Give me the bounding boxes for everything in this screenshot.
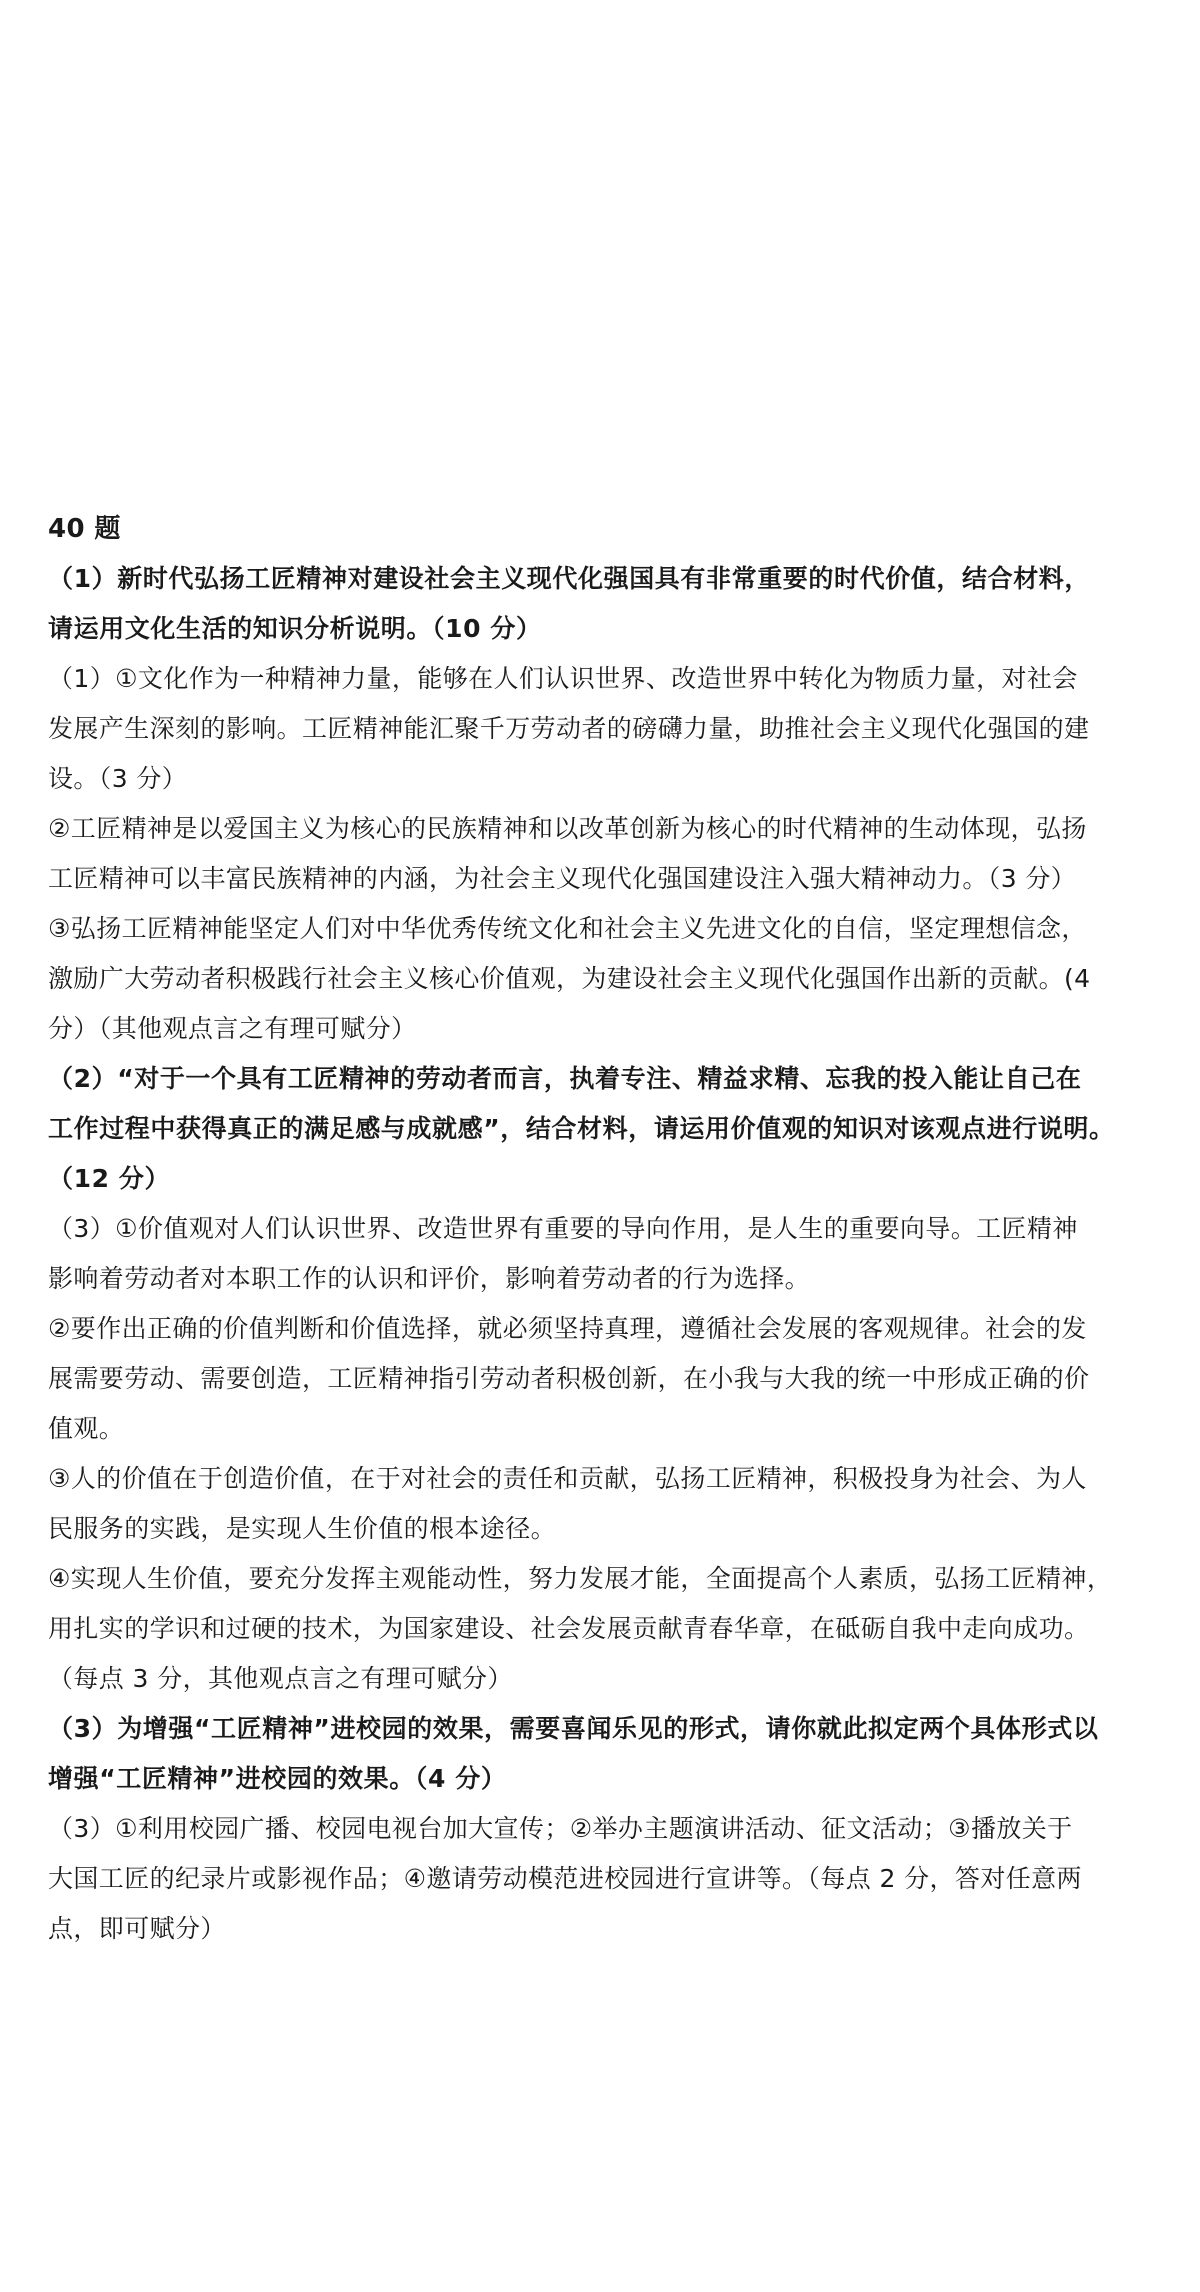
answer-1-line: ③弘扬工匠精神能坚定人们对中华优秀传统文化和社会主义先进文化的自信，坚定理想信念， <box>48 914 1087 943</box>
question-2 <box>48 1054 1170 1204</box>
answer-3-line: 点，即可赋分） <box>48 1914 226 1943</box>
answer-2-line: 值观。 <box>48 1414 125 1443</box>
answer-1-line: 发展产生深刻的影响。工匠精神能汇聚千万劳动者的磅礴力量，助推社会主义现代化强国的建 <box>48 714 1090 743</box>
answer-3-line: 大国工匠的纪录片或影视作品；④邀请劳动模范进校园进行宣讲等。（每点 2 分，答对任意两 <box>48 1864 1082 1893</box>
answer-3-line: （3）①利用校园广播、校园电视台加大宣传；②举办主题演讲活动、征文活动；③播放关于 <box>48 1814 1073 1843</box>
document-body <box>48 504 1170 1954</box>
question-3 <box>48 1704 1170 1804</box>
question-2-line: 工作过程中获得真正的满足感与成就感”，结合材料，请运用价值观的知识对该观点进行说明。 <box>48 1114 1115 1143</box>
question-2-line: （12 分） <box>48 1164 171 1193</box>
answer-2-line: 用扎实的学识和过硬的技术，为国家建设、社会发展贡献青春华章，在砥砺自我中走向成功。 <box>48 1614 1090 1643</box>
question-3-line: 增强“工匠精神”进校园的效果。（4 分） <box>48 1764 507 1793</box>
question-3-line: （3）为增强“工匠精神”进校园的效果，需要喜闻乐见的形式，请你就此拟定两个具体形式以 <box>48 1714 1099 1743</box>
answer-2 <box>48 1204 1170 1704</box>
question-title: 40 题 <box>48 514 121 544</box>
question-1-line: （1）新时代弘扬工匠精神对建设社会主义现代化强国具有非常重要的时代价值，结合材料， <box>48 564 1090 593</box>
answer-1-line: 激励广大劳动者积极践行社会主义核心价值观，为建设社会主义现代化强国作出新的贡献。(4 <box>48 964 1091 993</box>
question-2-line: （2）“对于一个具有工匠精神的劳动者而言，执着专注、精益求精、忘我的投入能让自己在 <box>48 1064 1082 1093</box>
answer-1-line: 工匠精神可以丰富民族精神的内涵，为社会主义现代化强国建设注入强大精神动力。（3 分） <box>48 864 1077 893</box>
question-1-line: 请运用文化生活的知识分析说明。（10 分） <box>48 614 542 643</box>
answer-2-line: ③人的价值在于创造价值，在于对社会的责任和贡献，弘扬工匠精神，积极投身为社会、为人 <box>48 1464 1087 1493</box>
answer-2-line: 展需要劳动、需要创造，工匠精神指引劳动者积极创新，在小我与大我的统一中形成正确的价 <box>48 1364 1090 1393</box>
question-1 <box>48 554 1170 654</box>
answer-2-line: （每点 3 分，其他观点言之有理可赋分） <box>48 1664 513 1693</box>
answer-1-line: （1）①文化作为一种精神力量，能够在人们认识世界、改造世界中转化为物质力量，对社会 <box>48 664 1078 693</box>
answer-1 <box>48 654 1170 1054</box>
answer-1-line: ②工匠精神是以爱国主义为核心的民族精神和以改革创新为核心的时代精神的生动体现，弘扬 <box>48 814 1087 843</box>
answer-1-line: 分）（其他观点言之有理可赋分） <box>48 1014 417 1043</box>
answer-3 <box>48 1804 1170 1954</box>
answer-1-line: 设。（3 分） <box>48 764 188 793</box>
answer-2-line: （3）①价值观对人们认识世界、改造世界有重要的导向作用，是人生的重要向导。工匠精神 <box>48 1214 1078 1243</box>
answer-2-line: 影响着劳动者对本职工作的认识和评价，影响着劳动者的行为选择。 <box>48 1264 811 1293</box>
answer-2-line: ②要作出正确的价值判断和价值选择，就必须坚持真理，遵循社会发展的客观规律。社会的发 <box>48 1314 1087 1343</box>
answer-2-line: ④实现人生价值，要充分发挥主观能动性，努力发展才能，全面提高个人素质，弘扬工匠精神， <box>48 1564 1113 1593</box>
answer-2-line: 民服务的实践，是实现人生价值的根本途径。 <box>48 1514 557 1543</box>
